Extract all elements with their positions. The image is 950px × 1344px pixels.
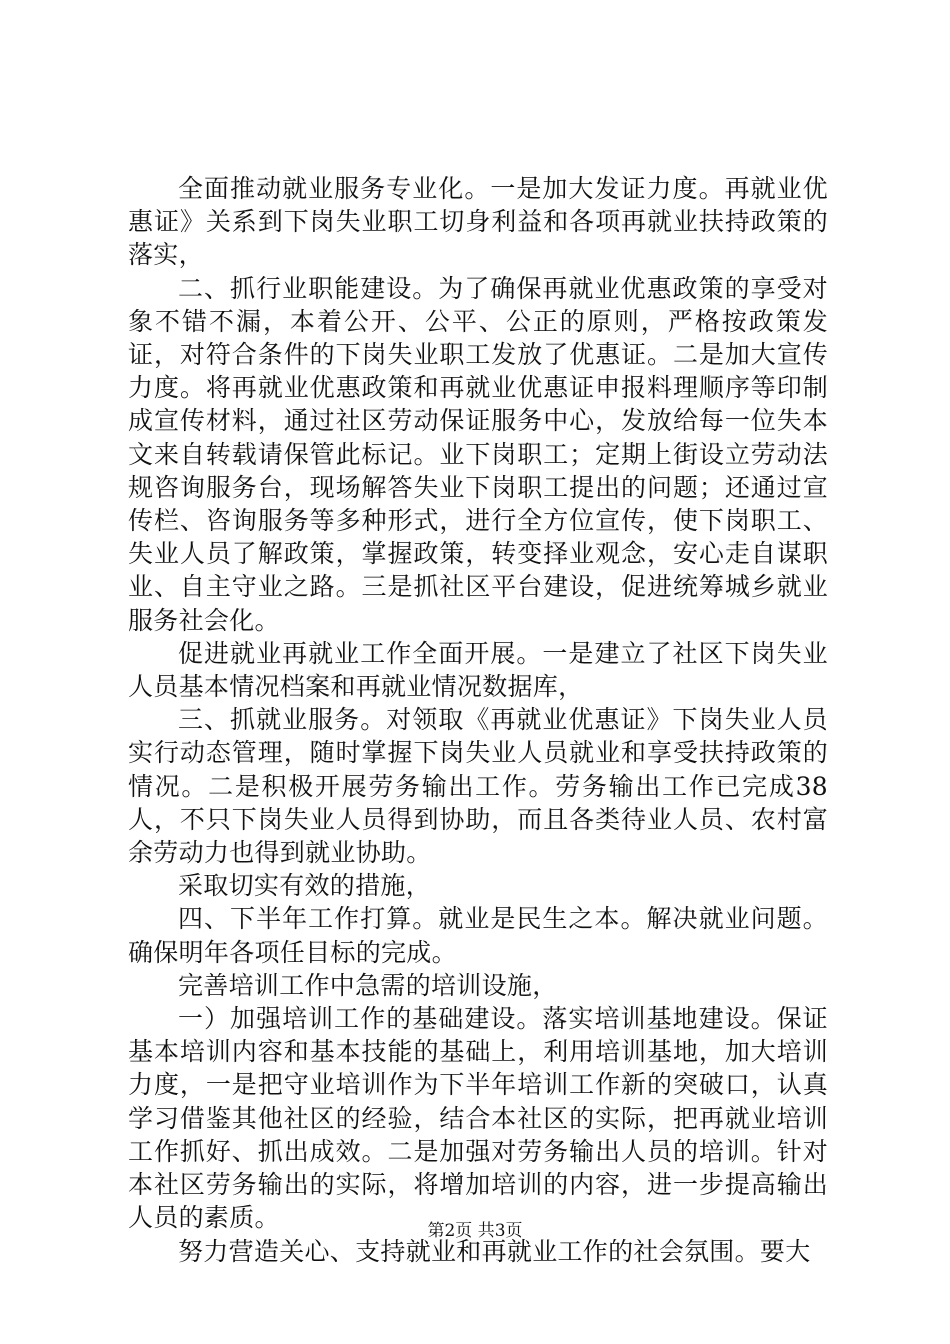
paragraph-9: 努力营造关心、支持就业和再就业工作的社会氛围。要大 [178,1236,811,1266]
paragraph-7: 完善培训工作中急需的培训设施， [178,970,558,1000]
paragraph-3: 促进就业再就业工作全面开展。一是建立了社区下岗失业人员基本情况档案和再就业情况数据库， [128,638,828,702]
paragraph-6: 四、下半年工作打算。就业是民生之本。解决就业问题。确保明年各项任目标的完成。 [128,904,828,967]
page-footer: 第2页 共3页 [427,1221,523,1241]
paragraph-5: 采取切实有效的措施， [178,871,432,901]
paragraph-8: 一）加强培训工作的基础建设。落实培训基地建设。保证基本培训内容和基本技能的基础上，利用培训基地，加大培训力度，一是把守业培训作为下半年培训工作新的突破口，认真学习借鉴其他社区的经验，结合本社区的实际，把再就业培训工作抓好、抓出成效。二是加强对劳务输出人员的培训。针对本社区劳务输出的实际，将增加培训的内容，进一步提高输出人员的素质。 [128,1004,828,1233]
paragraph-4: 三、抓就业服务。对领取《再就业优惠证》下岗失业人员实行动态管理，随时掌握下岗失业人员就业和享受扶持政策的情况。二是积极开展劳务输出工作。劳务输出工作已完成38人，不只下岗失业人员得到协助，而且各类待业人员、农村富余劳动力也得到就业协助。 [128,705,828,868]
document-body [128,172,828,1268]
paragraph-1: 全面推动就业服务专业化。一是加大发证力度。再就业优惠证》关系到下岗失业职工切身利益和各项再就业扶持政策的落实， [128,174,828,270]
paragraph-2: 二、抓行业职能建设。为了确保再就业优惠政策的享受对象不错不漏，本着公开、公平、公正的原则，严格按政策发证，对符合条件的下岗失业职工发放了优惠证。二是加大宣传力度。将再就业优惠政策和再就业优惠证申报料理顺序等印制成宣传材料，通过社区劳动保证服务中心，发放给每一位失本文来自转载请保管此标记。业下岗职工；定期上街设立劳动法规咨询服务台，现场解答失业下岗职工提出的问题；还通过宣传栏、咨询服务等多种形式，进行全方位宣传，使下岗职工、失业人员了解政策，掌握政策，转变择业观念，安心走自谋职业、自主守业之路。三是抓社区平台建设，促进统筹城乡就业服务社会化。 [128,273,828,635]
